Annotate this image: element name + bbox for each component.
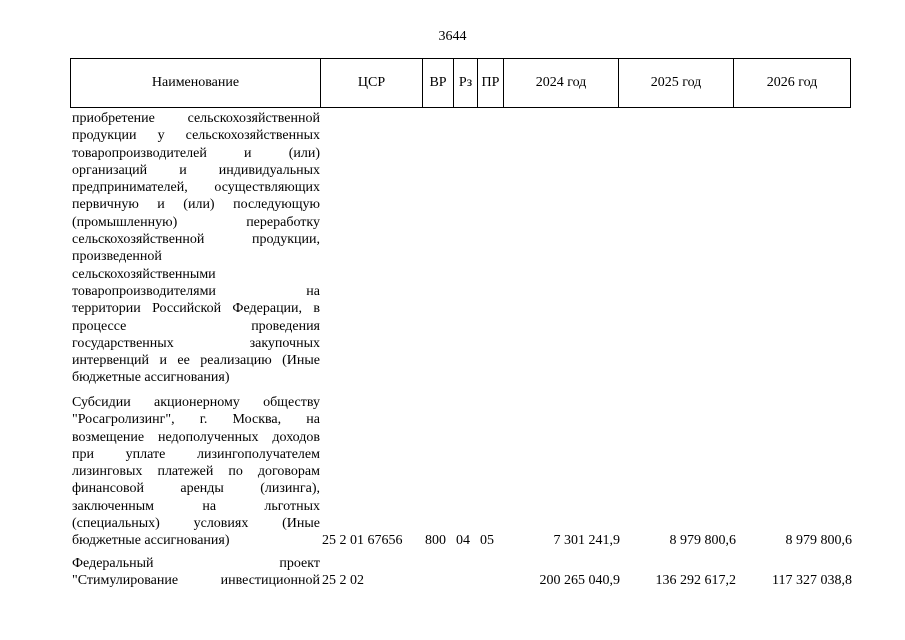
cell-2024: 7 301 241,9 <box>553 533 620 548</box>
header-2026: 2026 год <box>734 59 851 108</box>
name-line: товаропроизводителей и (или) <box>72 145 320 161</box>
name-line: лизинговых платежей по договорам <box>72 464 320 480</box>
cell-pr: 05 <box>480 533 494 548</box>
name-line: "Стимулирование инвестиционной <box>72 573 320 589</box>
table-header <box>70 58 851 108</box>
name-line: бюджетные ассигнования) <box>72 370 230 386</box>
name-line: при уплате лизингополучателем <box>72 446 320 462</box>
cell-2026: 8 979 800,6 <box>785 533 852 548</box>
cell-2024: 200 265 040,9 <box>539 573 620 588</box>
cell-2026: 117 327 038,8 <box>772 573 852 588</box>
name-line: организаций и индивидуальных <box>72 162 320 178</box>
header-pr: ПР <box>478 59 504 108</box>
row-name <box>72 110 320 387</box>
name-line: процессе проведения <box>72 318 320 334</box>
cell-rz: 04 <box>456 533 470 548</box>
header-csr: ЦСР <box>321 59 423 108</box>
name-line: (специальных) условиях (Иные <box>72 516 320 532</box>
name-line: Федеральный проект <box>72 556 320 571</box>
name-line: "Росагролизинг", г. Москва, на <box>72 412 320 428</box>
name-line: предпринимателей, осуществляющих <box>72 180 320 196</box>
header-2024: 2024 год <box>504 59 619 108</box>
name-line: интервенций и ее реализацию (Иные <box>72 353 320 369</box>
name-line: приобретение сельскохозяйственной <box>72 111 320 126</box>
name-line: первичную и (или) последующую <box>72 197 320 213</box>
row-name <box>72 555 320 590</box>
name-line: бюджетные ассигнования) <box>72 533 230 549</box>
row-name <box>72 394 320 550</box>
page-number: 3644 <box>438 29 467 44</box>
name-line: финансовой аренды (лизинга), <box>72 481 320 497</box>
name-line: (промышленную) переработку <box>72 214 320 230</box>
cell-2025: 136 292 617,2 <box>655 573 736 588</box>
name-line: территории Российской Федерации, в <box>72 301 320 317</box>
header-vr: ВР <box>423 59 454 108</box>
header-name: Наименование <box>71 59 321 108</box>
name-line: заключенным на льготных <box>72 498 320 514</box>
header-rz: Рз <box>454 59 478 108</box>
name-line: Субсидии акционерному обществу <box>72 395 320 410</box>
name-line: товаропроизводителями на <box>72 283 320 299</box>
name-line: сельскохозяйственной продукции, <box>72 232 320 248</box>
name-line: возмещение недополученных доходов <box>72 429 320 445</box>
cell-csr: 25 2 02 <box>322 573 364 588</box>
header-2025: 2025 год <box>619 59 734 108</box>
name-line: произведенной <box>72 249 162 265</box>
cell-vr: 800 <box>425 533 446 548</box>
name-line: продукции у сельскохозяйственных <box>72 128 320 144</box>
cell-2025: 8 979 800,6 <box>669 533 736 548</box>
name-line: сельскохозяйственными <box>72 266 216 282</box>
name-line: государственных закупочных <box>72 335 320 351</box>
cell-csr: 25 2 01 67656 <box>322 533 403 548</box>
